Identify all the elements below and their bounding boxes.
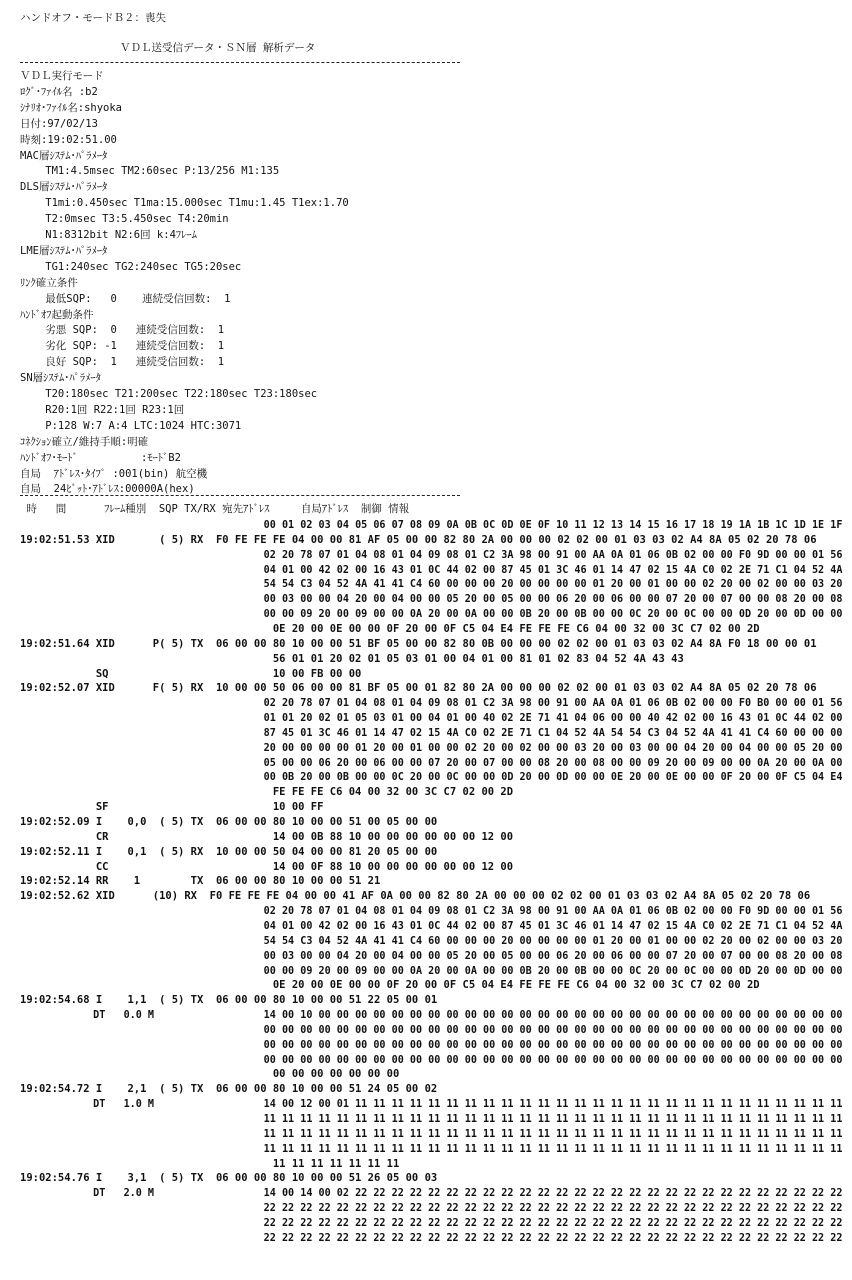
column-header: 時 間 ﾌﾚｰﾑ種別 SQP TX/RX 宛先ｱﾄﾞﾚｽ 自局ｱﾄﾞﾚｽ 制御 情報 xyxy=(20,503,410,515)
log-line: 19:02:52.11 I 0,1 ( 5) RX 10 00 00 50 04 00 00 81 20 05 00 00 xyxy=(20,845,438,858)
log-line: 04 01 00 42 02 00 16 43 01 0C 44 02 00 87 45 01 3C 46 01 14 47 02 15 4A C0 02 2E 71 C1 04 52 4A xyxy=(20,563,843,576)
log-line: 00 01 02 03 04 05 06 07 08 09 0A 0B 0C 0D 0E 0F 10 11 12 13 14 15 16 17 18 19 1A 1B 1C 1D 1E 1F xyxy=(20,519,843,531)
log-line: 11 11 11 11 11 11 11 11 11 11 11 11 11 11 11 11 11 11 11 11 11 11 11 11 11 11 11 11 11 11 11 11 xyxy=(20,1113,843,1125)
log-line: 11 11 11 11 11 11 11 xyxy=(20,1157,400,1170)
log-line: 19:02:51.53 XID ( 5) RX F0 FE FE FE 04 00 00 81 AF 05 00 00 82 80 2A 00 00 00 02 02 00 01 03 03 02 A4 8A 05 02 20 78 06 xyxy=(20,533,817,546)
header-line: TM1:4.5msec TM2:60sec P:13/256 M1:135 xyxy=(20,165,280,178)
header-line: TG1:240sec TG2:240sec TG5:20sec xyxy=(20,260,242,273)
header-line: ＶＤＬ実行モード xyxy=(20,70,104,82)
log-line: SQ 10 00 FB 00 00 xyxy=(20,667,362,680)
header-line: N1:8312bit N2:6回 k:4ﾌﾚｰﾑ xyxy=(20,229,197,241)
log-line: 0E 20 00 0E 00 00 0F 20 00 0F C5 04 E4 FE FE FE C6 04 00 32 00 3C C7 02 00 2D xyxy=(20,979,760,992)
log-line: 0E 20 00 0E 00 00 0F 20 00 0F C5 04 E4 FE FE FE C6 04 00 32 00 3C C7 02 00 2D xyxy=(20,622,760,635)
log-line: 00 00 00 00 00 00 00 00 00 00 00 00 00 00 00 00 00 00 00 00 00 00 00 00 00 00 00 00 00 00 00 00 xyxy=(20,1023,843,1036)
header-line: 時刻:19:02:51.00 xyxy=(20,133,117,146)
log-line: 19:02:52.07 XID F( 5) RX 10 00 00 50 06 00 00 81 BF 05 00 01 82 80 2A 00 00 00 02 02 00 01 03 03 02 A4 8A 05 02 20 78 06 xyxy=(20,682,817,695)
log-line: 22 22 22 22 22 22 22 22 22 22 22 22 22 22 22 22 22 22 22 22 22 22 22 22 22 22 22 22 22 22 22 22 xyxy=(20,1231,843,1244)
log-line: 19:02:54.68 I 1,1 ( 5) TX 06 00 00 80 10 00 00 51 22 05 00 01 xyxy=(20,994,438,1007)
log-line: FE FE FE C6 04 00 32 00 3C C7 02 00 2D xyxy=(20,786,514,799)
log-line: 54 54 C3 04 52 4A 41 41 C4 60 00 00 00 20 00 00 00 00 01 20 00 01 00 00 02 20 00 02 00 00 03 20 xyxy=(20,578,843,591)
log-line: 02 20 78 07 01 04 08 01 04 09 08 01 C2 3A 98 00 91 00 AA 0A 01 06 0B 02 00 00 F0 9D 00 00 01 56 xyxy=(20,548,843,561)
log-line: DT 0.0 M 14 00 10 00 00 00 00 00 00 00 00 00 00 00 00 00 00 00 00 00 00 00 00 00 00 00 00 00 00 00 00 00 xyxy=(20,1009,843,1022)
log-line: CR 14 00 0B 88 10 00 00 00 00 00 00 12 00 xyxy=(20,830,514,843)
log-line: 00 03 00 00 04 20 00 04 00 00 05 20 00 05 00 00 06 20 00 06 00 00 07 20 00 07 00 00 08 20 00 08 xyxy=(20,593,843,606)
log-line: 22 22 22 22 22 22 22 22 22 22 22 22 22 22 22 22 22 22 22 22 22 22 22 22 22 22 22 22 22 22 22 22 xyxy=(20,1202,843,1215)
header-line: LME層ｼｽﾃﾑ･ﾊﾟﾗﾒｰﾀ xyxy=(20,244,108,257)
header-line: P:128 W:7 A:4 LTC:1024 HTC:3071 xyxy=(20,419,242,432)
log-line: 00 00 00 00 00 00 00 00 00 00 00 00 00 00 00 00 00 00 00 00 00 00 00 00 00 00 00 00 00 00 00 00 xyxy=(20,1038,843,1051)
log-line: 00 00 09 20 00 09 00 00 0A 20 00 0A 00 00 0B 20 00 0B 00 00 0C 20 00 0C 00 00 0D 20 00 0D 00 00 xyxy=(20,608,843,621)
header-line: ｺﾈｸｼｮﾝ確立/維持手順:明確 xyxy=(20,435,149,448)
log-line: 19:02:54.76 I 3,1 ( 5) TX 06 00 00 80 10 00 00 51 26 05 00 03 xyxy=(20,1172,438,1185)
log-line: 87 45 01 3C 46 01 14 47 02 15 4A C0 02 2E 71 C1 04 52 4A 54 54 C3 04 52 4A 41 41 C4 60 00 00 00 xyxy=(20,726,843,739)
header-line: ﾊﾝﾄﾞｵﾌ･ﾓｰﾄﾞ :ﾓｰﾄﾞB2 xyxy=(20,451,181,464)
log-line: 11 11 11 11 11 11 11 11 11 11 11 11 11 11 11 11 11 11 11 11 11 11 11 11 11 11 11 11 11 11 11 11 xyxy=(20,1142,843,1155)
log-line: 19:02:51.64 XID P( 5) TX 06 00 00 80 10 00 00 51 BF 05 00 00 82 80 0B 00 00 00 02 02 00 01 03 03 02 A4 8A F0 18 00 00 01 xyxy=(20,637,817,650)
log-line: 02 20 78 07 01 04 08 01 04 09 08 01 C2 3A 98 00 91 00 AA 0A 01 06 0B 02 00 00 F0 9D 00 00 01 56 xyxy=(20,905,843,918)
log-line: 02 20 78 07 01 04 08 01 04 09 08 01 C2 3A 98 00 91 00 AA 0A 01 06 0B 02 00 00 F0 B0 00 00 01 56 xyxy=(20,697,843,710)
header-line: T2:0msec T3:5.450sec T4:20min xyxy=(20,213,229,226)
header-line: T1mi:0.450sec T1ma:15.000sec T1mu:1.45 T1ex:1.70 xyxy=(20,197,349,210)
header-line: 良好 SQP: 1 連続受信回数: 1 xyxy=(20,356,225,369)
separator-middle xyxy=(20,495,460,496)
separator-top xyxy=(20,62,460,63)
log-line: 19:02:52.09 I 0,0 ( 5) TX 06 00 00 80 10 00 00 51 00 05 00 00 xyxy=(20,816,438,828)
header-line: SN層ｼｽﾃﾑ･ﾊﾟﾗﾒｰﾀ xyxy=(20,372,101,385)
header-line: 劣化 SQP: -1 連続受信回数: 1 xyxy=(20,340,225,353)
log-line: DT 1.0 M 14 00 12 00 01 11 11 11 11 11 11 11 11 11 11 11 11 11 11 11 11 11 11 11 11 11 11 11 11 11 11 11 xyxy=(20,1098,843,1111)
log-line: 00 00 09 20 00 09 00 00 0A 20 00 0A 00 00 0B 20 00 0B 00 00 0C 20 00 0C 00 00 0D 20 00 0D 00 00 xyxy=(20,964,843,977)
report-title: ＶＤＬ送受信データ・ＳＮ層 解析データ xyxy=(120,42,316,54)
log-line: 11 11 11 11 11 11 11 11 11 11 11 11 11 11 11 11 11 11 11 11 11 11 11 11 11 11 11 11 11 11 11 11 xyxy=(20,1127,843,1140)
header-line: R20:1回 R22:1回 R23:1回 xyxy=(20,403,185,416)
log-line: 19:02:52.62 XID (10) RX F0 FE FE FE 04 00 00 41 AF 0A 00 00 82 80 2A 00 00 00 02 02 00 01 03 03 02 A4 8A 05 02 20 78 06 xyxy=(20,890,811,903)
log-line: 00 00 00 00 00 00 00 00 00 00 00 00 00 00 00 00 00 00 00 00 00 00 00 00 00 00 00 00 00 00 00 00 xyxy=(20,1053,843,1066)
log-line: 00 0B 20 00 0B 00 00 0C 20 00 0C 00 00 0D 20 00 0D 00 00 0E 20 00 0E 00 00 0F 20 00 0F C5 04 E4 xyxy=(20,771,843,784)
log-line: SF 10 00 FF xyxy=(20,801,324,814)
log-line: CC 14 00 0F 88 10 00 00 00 00 00 00 12 00 xyxy=(20,860,514,873)
header-line: ﾛｸﾞ･ﾌｧｲﾙ名 :b2 xyxy=(20,85,98,98)
header-line: 自局 ｱﾄﾞﾚｽ･ﾀｲﾌﾟ :001(bin) 航空機 xyxy=(20,467,208,480)
log-line: 05 00 00 06 20 00 06 00 00 07 20 00 07 00 00 08 20 00 08 00 00 09 20 00 09 00 00 0A 20 00 0A 00 xyxy=(20,756,843,769)
header-line: 最低SQP: 0 連続受信回数: 1 xyxy=(20,292,231,305)
log-line: DT 2.0 M 14 00 14 00 02 22 22 22 22 22 22 22 22 22 22 22 22 22 22 22 22 22 22 22 22 22 22 22 22 22 22 22 xyxy=(20,1187,843,1200)
header-line: MAC層ｼｽﾃﾑ･ﾊﾟﾗﾒｰﾀ xyxy=(20,149,108,162)
header-line: ﾊﾝﾄﾞｵﾌ起動条件 xyxy=(20,308,94,321)
log-line: 00 03 00 00 04 20 00 04 00 00 05 20 00 05 00 00 06 20 00 06 00 00 07 20 00 07 00 00 08 20 00 08 xyxy=(20,949,843,962)
header-line: DLS層ｼｽﾃﾑ･ﾊﾟﾗﾒｰﾀ xyxy=(20,181,108,194)
log-line: 54 54 C3 04 52 4A 41 41 C4 60 00 00 00 20 00 00 00 00 01 20 00 01 00 00 02 20 00 02 00 00 03 20 xyxy=(20,934,843,947)
log-line: 00 00 00 00 00 00 00 xyxy=(20,1068,400,1081)
log-line: 04 01 00 42 02 00 16 43 01 0C 44 02 00 87 45 01 3C 46 01 14 47 02 15 4A C0 02 2E 71 C1 04 52 4A xyxy=(20,919,843,932)
log-line: 20 00 00 00 00 01 20 00 01 00 00 02 20 00 02 00 00 03 20 00 03 00 00 04 20 00 04 00 00 05 20 00 xyxy=(20,741,843,754)
header-line: ｼﾅﾘｵ･ﾌｧｲﾙ名:shyoka xyxy=(20,101,123,114)
page-title: ハンドオフ・モードＢ２：喪失 xyxy=(20,12,166,24)
header-line: ﾘﾝｸ確立条件 xyxy=(20,276,78,289)
header-line: 劣悪 SQP: 0 連続受信回数: 1 xyxy=(20,324,225,337)
header-line: T20:180sec T21:200sec T22:180sec T23:180sec xyxy=(20,388,318,400)
log-line: 56 01 01 20 02 01 05 03 01 00 04 01 00 81 01 02 83 04 52 4A 43 43 xyxy=(20,652,684,665)
log-line: 22 22 22 22 22 22 22 22 22 22 22 22 22 22 22 22 22 22 22 22 22 22 22 22 22 22 22 22 22 22 22 22 xyxy=(20,1216,843,1229)
header-line: 日付:97/02/13 xyxy=(20,117,98,130)
header-line: 自局 24ﾋﾞｯﾄ･ｱﾄﾞﾚｽ:00000A(hex) xyxy=(20,483,195,496)
log-line: 19:02:54.72 I 2,1 ( 5) TX 06 00 00 80 10 00 00 51 24 05 00 02 xyxy=(20,1083,438,1096)
log-line: 19:02:52.14 RR 1 TX 06 00 00 80 10 00 00 51 21 xyxy=(20,875,381,888)
log-line: 01 01 20 02 01 05 03 01 00 04 01 00 40 02 2E 71 41 04 06 00 00 40 42 02 00 16 43 01 0C 44 02 00 xyxy=(20,712,843,725)
